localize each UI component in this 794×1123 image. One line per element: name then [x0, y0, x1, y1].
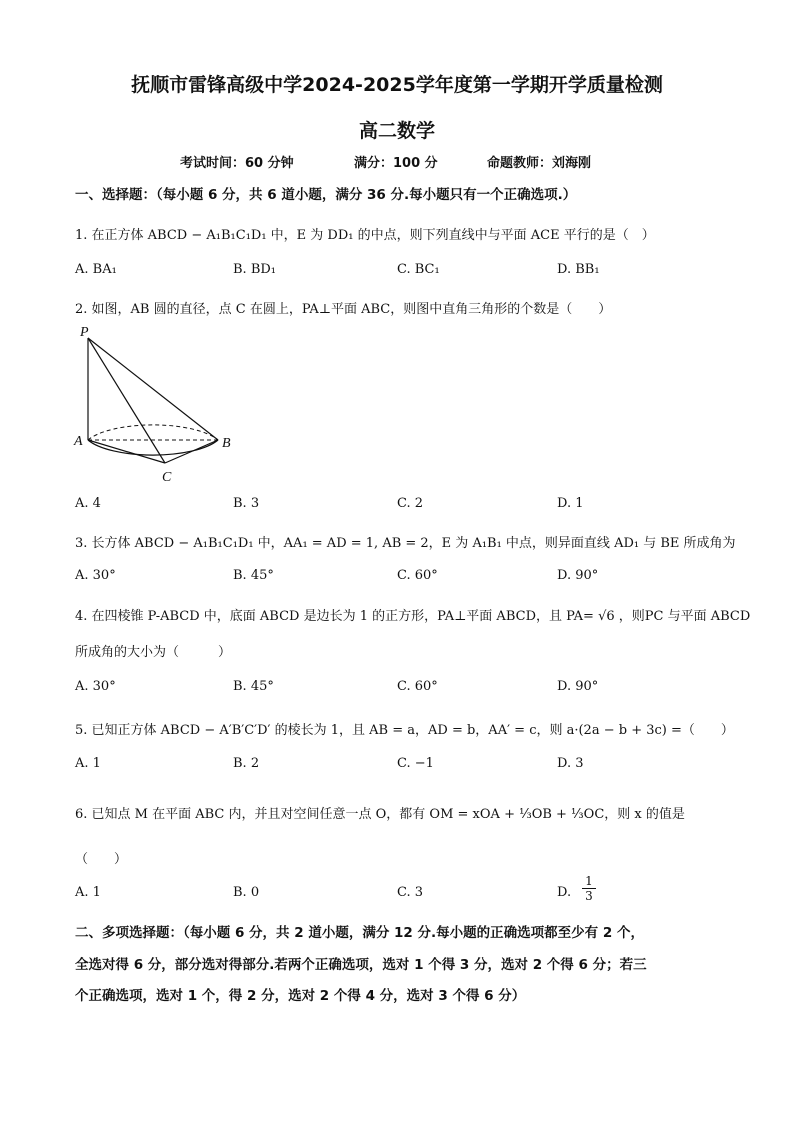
- q6-option-d-label: D.: [557, 885, 572, 900]
- section2-line3: 个正确选项，选对 1 个，得 2 分，选对 2 个得 4 分，选对 3 个得 6 分）: [75, 988, 526, 1004]
- question-2: 2. 如图，AB 圆的直径，点 C 在圆上，PA⊥平面 ABC，则图中直角三角形的个数是（ ）: [75, 302, 612, 317]
- q5-option-c: C. −1: [397, 756, 434, 771]
- label-c: C: [162, 470, 172, 485]
- q2-option-d: D. 1: [557, 496, 584, 511]
- q1-option-a: A. BA₁: [75, 262, 117, 277]
- q6-option-a: A. 1: [75, 885, 101, 900]
- section1-heading: 一、选择题：（每小题 6 分，共 6 道小题，满分 36 分.每小题只有一个正确选项.）: [75, 187, 577, 203]
- question-1: 1. 在正方体 ABCD − A₁B₁C₁D₁ 中，E 为 DD₁ 的中点，则下列直线中与平面 ACE 平行的是（ ）: [75, 228, 655, 243]
- question-3: 3. 长方体 ABCD − A₁B₁C₁D₁ 中，AA₁ = AD = 1, AB = 2，E 为 A₁B₁ 中点，则异面直线 AD₁ 与 BE 所成角为: [75, 536, 736, 551]
- q4-option-d: D. 90°: [557, 679, 599, 694]
- q2-option-a: A. 4: [75, 496, 101, 511]
- section2-line2: 全选对得 6 分，部分选对得部分.若两个正确选项，选对 1 个得 3 分，选对 2 个得 6 分；若三: [75, 957, 647, 973]
- q6-option-b: B. 0: [233, 885, 260, 900]
- q1-option-d: D. BB₁: [557, 262, 600, 277]
- segment-pb: [88, 338, 218, 440]
- q5-option-b: B. 2: [233, 756, 260, 771]
- label-p: P: [80, 325, 89, 340]
- q5-option-a: A. 1: [75, 756, 101, 771]
- q4-option-c: C. 60°: [397, 679, 438, 694]
- section2-line1: 二、多项选择题：（每小题 6 分，共 2 道小题，满分 12 分.每小题的正确选项都至少有 2 个，: [75, 925, 644, 941]
- circle-front-arc: [88, 440, 218, 455]
- q3-option-a: A. 30°: [75, 568, 116, 583]
- q6-option-d-fraction: [582, 874, 596, 903]
- q2-option-b: B. 3: [233, 496, 260, 511]
- q1-option-c: C. BC₁: [397, 262, 440, 277]
- question-4-line2: 所成角的大小为（ ）: [75, 645, 232, 660]
- q4-option-a: A. 30°: [75, 679, 116, 694]
- q3-option-c: C. 60°: [397, 568, 438, 583]
- q1-option-b: B. BD₁: [233, 262, 277, 277]
- question-6-paren: （ ）: [75, 852, 128, 867]
- q3-option-d: D. 90°: [557, 568, 599, 583]
- circle-back-arc: [88, 425, 218, 440]
- page-title: 抚顺市雷锋高级中学2024-2025学年度第一学期开学质量检测: [131, 74, 663, 96]
- segment-pc: [88, 338, 165, 463]
- question-4-line1: 4. 在四棱锥 P-ABCD 中，底面 ABCD 是边长为 1 的正方形，PA⊥平面 ABCD，且 PA= √6 ，则PC 与平面 ABCD: [75, 609, 751, 624]
- q6-option-c: C. 3: [397, 885, 424, 900]
- q6-option-d: [557, 885, 571, 900]
- exam-time: 考试时间：60 分钟: [180, 156, 294, 171]
- segment-bc: [165, 440, 218, 463]
- fraction-numerator: 1: [582, 874, 596, 889]
- page-subtitle: 高二数学: [358, 120, 435, 142]
- question-5: 5. 已知正方体 ABCD − A′B′C′D′ 的棱长为 1，且 AB = a，AD = b，AA′ = c，则 a·(2a − b + 3c) =（ ）: [75, 723, 734, 738]
- teacher: 命题教师：刘海刚: [487, 156, 592, 171]
- label-b: B: [222, 436, 231, 451]
- q3-option-b: B. 45°: [233, 568, 274, 583]
- q2-option-c: C. 2: [397, 496, 424, 511]
- q2-figure: [68, 320, 248, 488]
- label-a: A: [74, 434, 83, 449]
- q5-option-d: D. 3: [557, 756, 584, 771]
- question-6: 6. 已知点 M 在平面 ABC 内，并且对空间任意一点 O，都有 OM = xOA + ⅓OB + ⅓OC，则 x 的值是: [75, 807, 685, 822]
- fraction-denominator: 3: [585, 889, 593, 903]
- q4-option-b: B. 45°: [233, 679, 274, 694]
- full-score: 满分：100 分: [354, 156, 438, 171]
